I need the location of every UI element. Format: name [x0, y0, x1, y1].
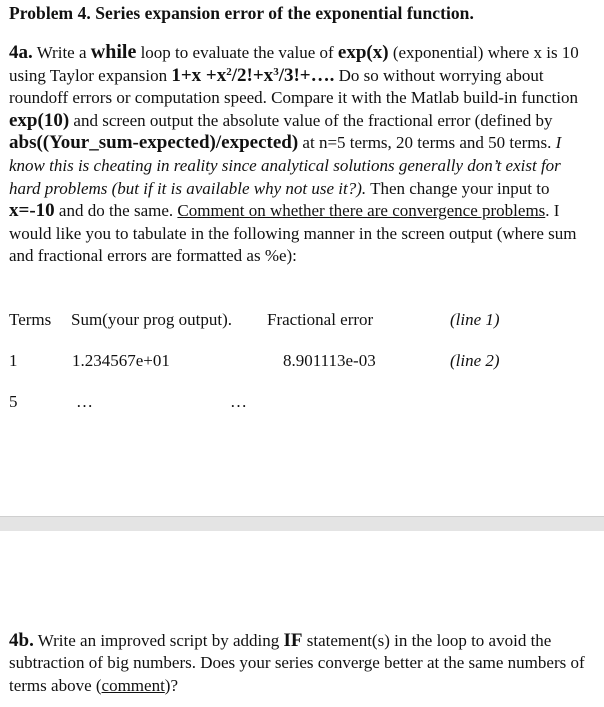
comment-prompt: comment [101, 675, 165, 695]
text-segment: Write an improved script by adding [33, 631, 284, 650]
table-row1-note: (line 2) [450, 351, 500, 370]
text-segment: and screen output the absolute value of the fractional error (defined by [69, 110, 553, 130]
table-header-sum: Sum(your prog output). [71, 310, 233, 329]
taylor-series-expression [171, 65, 334, 86]
table-row2-terms: 5 [9, 392, 18, 411]
table-row2-sum: … [76, 392, 93, 411]
problem-4b-paragraph [9, 630, 593, 697]
table-row1-sum: 1.234567e+01 [72, 351, 170, 370]
if-keyword: IF [283, 630, 303, 651]
series-part: /2!+x [231, 64, 274, 86]
while-keyword: while [90, 41, 137, 63]
exp10-function: exp(10) [9, 109, 70, 131]
table-header-error: Fractional error [267, 310, 374, 329]
exponent: 2 [226, 65, 232, 78]
text-segment: Write a [32, 43, 91, 62]
text-segment: statement(s) in the loop to avoid the subtraction of big numbers. Does your series converge better at the same numbers of terms above ( [9, 631, 585, 695]
convergence-comment-prompt: Comment on whether there are convergence problems [177, 201, 546, 221]
text-segment: . I would like you to tabulate in the following manner in the screen output (where sum and fractional errors are formatted as %e): [9, 201, 577, 266]
table-row1-error: 8.901113e-03 [283, 351, 376, 370]
x-negative-input: x=-10 [9, 200, 55, 222]
fractional-error-formula: abs((Your_sum-expected)/expected) [9, 132, 299, 154]
series-part: 1+x +x [171, 64, 227, 86]
problem-title: Problem 4. Series expansion error of the exponential function. [9, 3, 474, 23]
italic-note: I know this is cheating in reality since analytical solutions generally don’t exist for hard problems (but if it is available why not use it?). [9, 133, 562, 198]
text-segment: at n=5 terms, 20 terms and 50 terms. [298, 133, 556, 153]
table-header-note: (line 1) [450, 310, 500, 329]
table-row1-terms: 1 [9, 351, 18, 370]
text-segment: (exponential) where x is 10 using Taylor expansion [9, 43, 579, 85]
text-segment: loop to evaluate the value of [136, 43, 338, 62]
part-b-label: 4b. [9, 630, 34, 651]
table-header-terms: Terms [9, 310, 52, 329]
exponent: 3 [273, 65, 279, 78]
page-divider [0, 516, 604, 532]
exp-x-function: exp(x) [337, 42, 389, 63]
text-segment: and do the same. [54, 201, 178, 221]
table-row2-error: … [230, 392, 247, 411]
text-segment: Do so without worrying about roundoff errors or computation speed. Compare it with the Matlab build-in function [9, 65, 579, 108]
text-segment: )? [164, 675, 179, 695]
series-part: /3!+…. [278, 64, 335, 86]
text-segment: Then change your input to [366, 178, 550, 198]
part-a-label: 4a. [9, 42, 33, 63]
problem-4a-paragraph [9, 41, 593, 268]
